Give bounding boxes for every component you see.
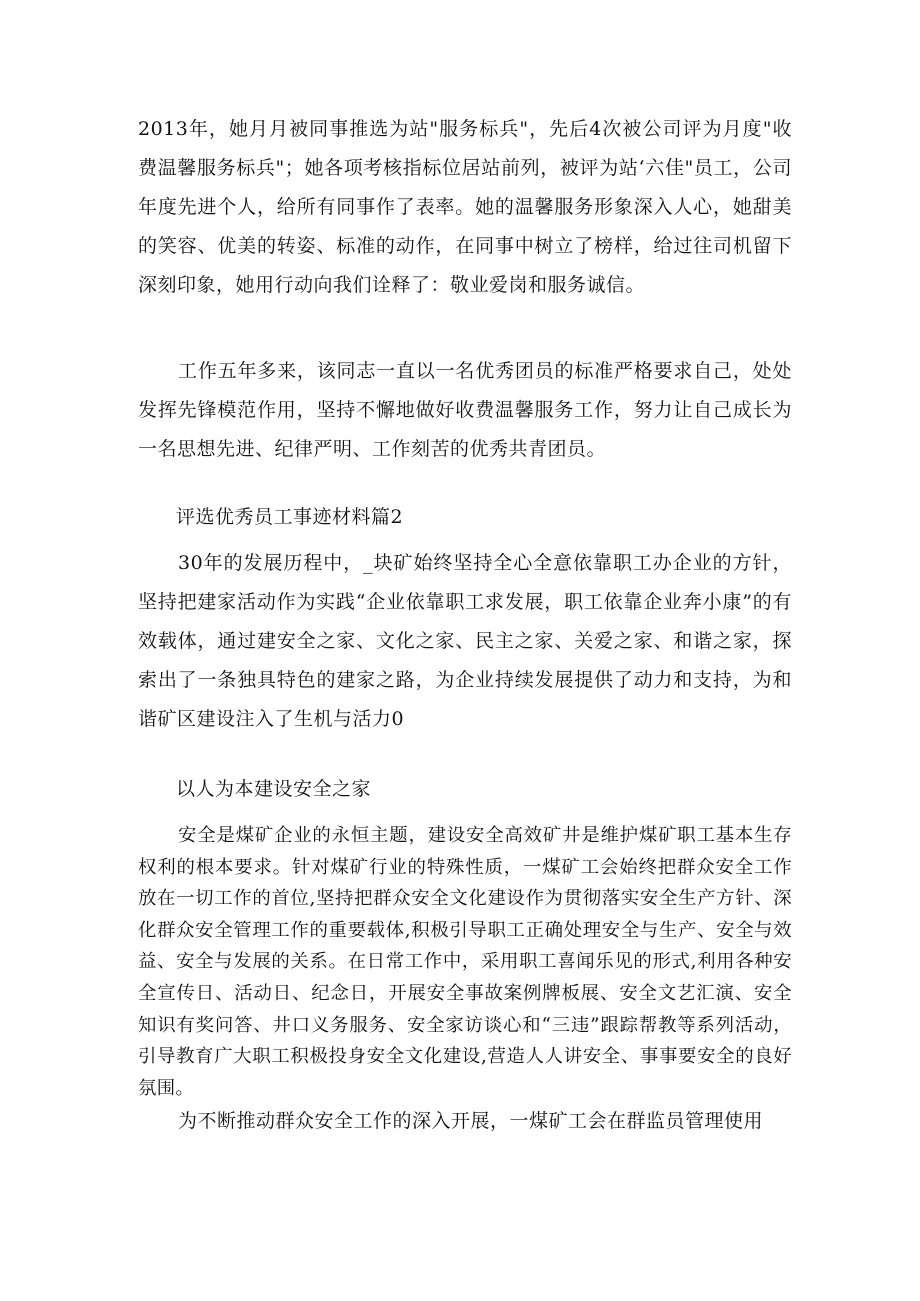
paragraph-safety-theme: 安全是煤矿企业的永恒主题，建设安全高效矿井是维护煤矿职工基本生存权利的根本要求。针对煤矿行业的特殊性质，一煤矿工会始终把群众安全工作放在一切工作的首位,坚持把群众安全文化建设作为贯彻落实安全生产方针、深化群众安全管理工作的重要载体,积极引导职工正确处理安全与生产、安全与效益、安全与发展的关系。在日常工作中，采用职工喜闻乐见的形式,利用各种安全宣传日、活动日、纪念日，开展安全事故案例牌板展、安全文艺汇演、安全知识有奖问答、井口义务服务、安全家访谈心和“三违”跟踪帮教等系列活动，引导教育广大职工积极投身安全文化建设,营造人人讲安全、事事要安全的良好氛围。 [138, 825, 792, 1099]
paragraph-development-history: 30年的发展历程中，_块矿始终坚持全心全意依靠职工办企业的方针，坚持把建家活动作为实践“企业依靠职工求发展，职工依靠企业奔小康”的有效载体，通过建安全之家、文化之家、民主之家、关爱之家、和谐之家，探索出了一条独具特色的建家之路，为企业持续发展提供了动力和支持，为和谐矿区建设注入了生机与活力0 [138, 552, 792, 730]
paragraph-five-years-work: 工作五年多来，该同志一直以一名优秀团员的标准严格要求自己，处处发挥先锋模范作用，坚持不懈地做好收费温馨服务工作，努力让自己成长为一名思想先进、纪律严明、工作刻苦的优秀共青团员。 [138, 360, 792, 460]
section-title-part2: 评选优秀员工事迹材料篇2 [176, 506, 404, 528]
paragraph-service-model: 2013年，她月月被同事推选为站"服务标兵"，先后4次被公司评为月度"收费温馨服务标兵"；她各项考核指标位居站前列，被评为站‘六佳"员工，公司年度先进个人，给所有同事作了表率。她的温馨服务形象深入人心，她甜美的笑容、优美的转姿、标准的动作，在同事中树立了榜样，给过往司机留下深刻印象，她用行动向我们诠释了：敬业爱岗和服务诚信。 [138, 118, 792, 296]
paragraph-mass-safety-work: 为不断推动群众安全工作的深入开展，一煤矿工会在群监员管理使用 [178, 1110, 764, 1132]
subheading-safety-home: 以人为本建设安全之家 [176, 778, 372, 800]
